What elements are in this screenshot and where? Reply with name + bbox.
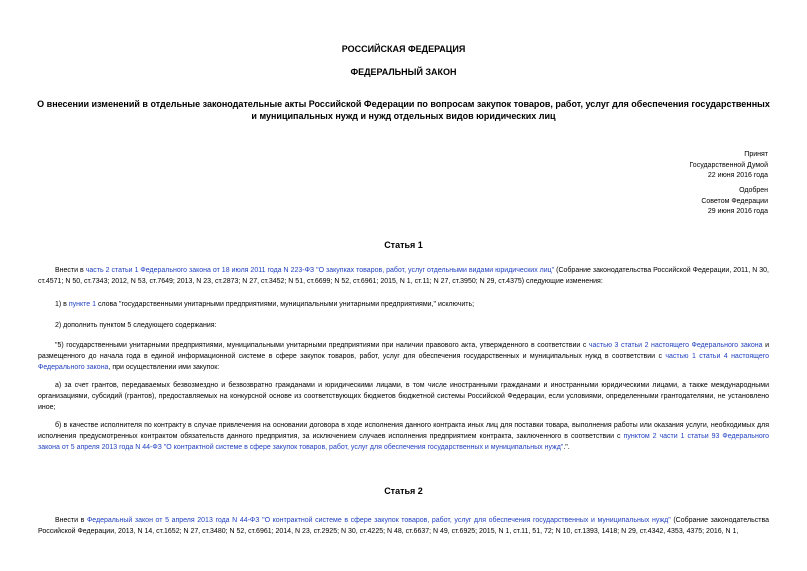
doc-type-heading: ФЕДЕРАЛЬНЫЙ ЗАКОН bbox=[350, 67, 457, 77]
text: .". bbox=[563, 444, 570, 451]
text: Внести в bbox=[55, 517, 87, 524]
law-link[interactable]: Федеральный закон от 5 апреля 2013 года N 44-ФЗ "О контрактной системе в сфере закупок товаров, работ, услуг для обеспечения государственных и муниципальных нужд" bbox=[86, 517, 671, 524]
article1-paragraph2 bbox=[38, 299, 769, 310]
approval-block bbox=[701, 186, 768, 218]
text: "5) государственными унитарными предприятиями, муниципальными унитарными предприятиями при наличии правового акта, утвержденного в соответствии с bbox=[55, 342, 589, 349]
law-link[interactable]: частью 3 статьи 2 настоящего Федерального закона bbox=[588, 342, 763, 349]
law-title bbox=[30, 98, 777, 122]
text: (Собрание законодательства Российской Федерации, 2011, N 30, ст.4571; N 50, ст.7343; 2012, N 53, ст.7649; 2013, N 23, ст.2873; N 27, ст.3452; N 51, ст.6699; N 52, ст.6961; 2015, N 1, ст.11; N 27, ст.3950; N 29, ст.4375) следующие изменения: bbox=[38, 267, 769, 285]
law-link[interactable]: часть 2 статьи 1 Федерального закона от 18 июля 2011 года N 223-ФЗ "О закупках товаров, работ, услуг отдельными видами юридических лиц" bbox=[85, 267, 555, 274]
country-heading: РОССИЙСКАЯ ФЕДЕРАЦИЯ bbox=[341, 44, 466, 54]
article1-paragraph4 bbox=[38, 340, 769, 373]
adoption-block bbox=[689, 150, 768, 182]
text: 1) в bbox=[55, 301, 69, 308]
text: (Собрание законодательства Российской Федерации, 2013, N 14, ст.1652; N 27, ст.3480; N 52, ст.6961; 2014, N 23, ст.2925; N 30, ст.4225; N 48, ст.6637; N 49, ст.6925; 2015, N 1, ст.11, 51, 72; N 10, ст.1393, 1418; N 29, ст.4342, 4353, 4375; 2016, N 1, bbox=[38, 517, 769, 535]
approval-line1: Одобрен bbox=[739, 187, 768, 194]
text: слова "государственными унитарными предприятиями, муниципальными унитарными предприятиями," исключить; bbox=[96, 301, 475, 308]
law-link[interactable]: частью 1 статьи 4 настоящего Федерального закона bbox=[38, 353, 770, 371]
text: б) в качестве исполнителя по контракту в случае привлечения на основании договора в ходе исполнения данного контракта иных лиц для поставки товара, выполнения работы или оказания услуги, необходимых для исполнения предусмотренных контрактом обязательств данного предприятия, за исключением случаев исполнения предприятием контракта, заключенного в соответствии с bbox=[38, 422, 769, 440]
approval-line2: Советом Федерации bbox=[701, 197, 768, 205]
text: Внести в bbox=[55, 267, 86, 274]
law-link[interactable]: пунктом 2 части 1 статьи 93 Федерального закона от 5 апреля 2013 года N 44-ФЗ "О контрактной системе в сфере закупок товаров, работ, услуг для обеспечения государственных и муниципальных нужд" bbox=[38, 433, 770, 451]
article1-heading: Статья 1 bbox=[384, 240, 423, 250]
text: , при осуществлении ими закупок: bbox=[108, 364, 220, 371]
adoption-line1: Принят bbox=[744, 151, 768, 158]
adoption-line3: 22 июня 2016 года bbox=[707, 172, 768, 179]
adoption-line2: Государственной Думой bbox=[689, 161, 768, 169]
law-title-line1: О внесении изменений в отдельные законодательные акты Российской Федерации по вопросам закупок товаров, работ, услуг для обеспечения государственных bbox=[37, 99, 770, 109]
law-link[interactable]: пункте 1 bbox=[68, 301, 96, 308]
approval-line3: 29 июня 2016 года bbox=[707, 208, 768, 215]
article1-paragraph1 bbox=[38, 265, 769, 287]
text: и размещенного до начала года в единой информационной системе в сфере закупок товаров, работ, услуг для обеспечения государственных и муниципальных нужд в соответствии с bbox=[38, 342, 770, 360]
article1-paragraph6 bbox=[38, 420, 769, 453]
law-title-line2: и муниципальных нужд и нужд отдельных видов юридических лиц bbox=[251, 111, 556, 121]
article2-paragraph1 bbox=[38, 515, 769, 537]
article1-paragraph5: а) за счет грантов, передаваемых безвозмездно и безвозвратно гражданами и юридическими лицами, в том числе иностранными гражданами и иностранными юридическими лицами, а также международными организациями, субсидий (грантов), предоставляемых на конкурсной основе из соответствующих бюджетов бюджетной системы Российской Федерации, если условиями, определенными грантодателями, не установлено иное; bbox=[38, 382, 769, 411]
article2-heading: Статья 2 bbox=[384, 486, 423, 496]
article1-paragraph3: 2) дополнить пунктом 5 следующего содержания: bbox=[55, 322, 217, 329]
